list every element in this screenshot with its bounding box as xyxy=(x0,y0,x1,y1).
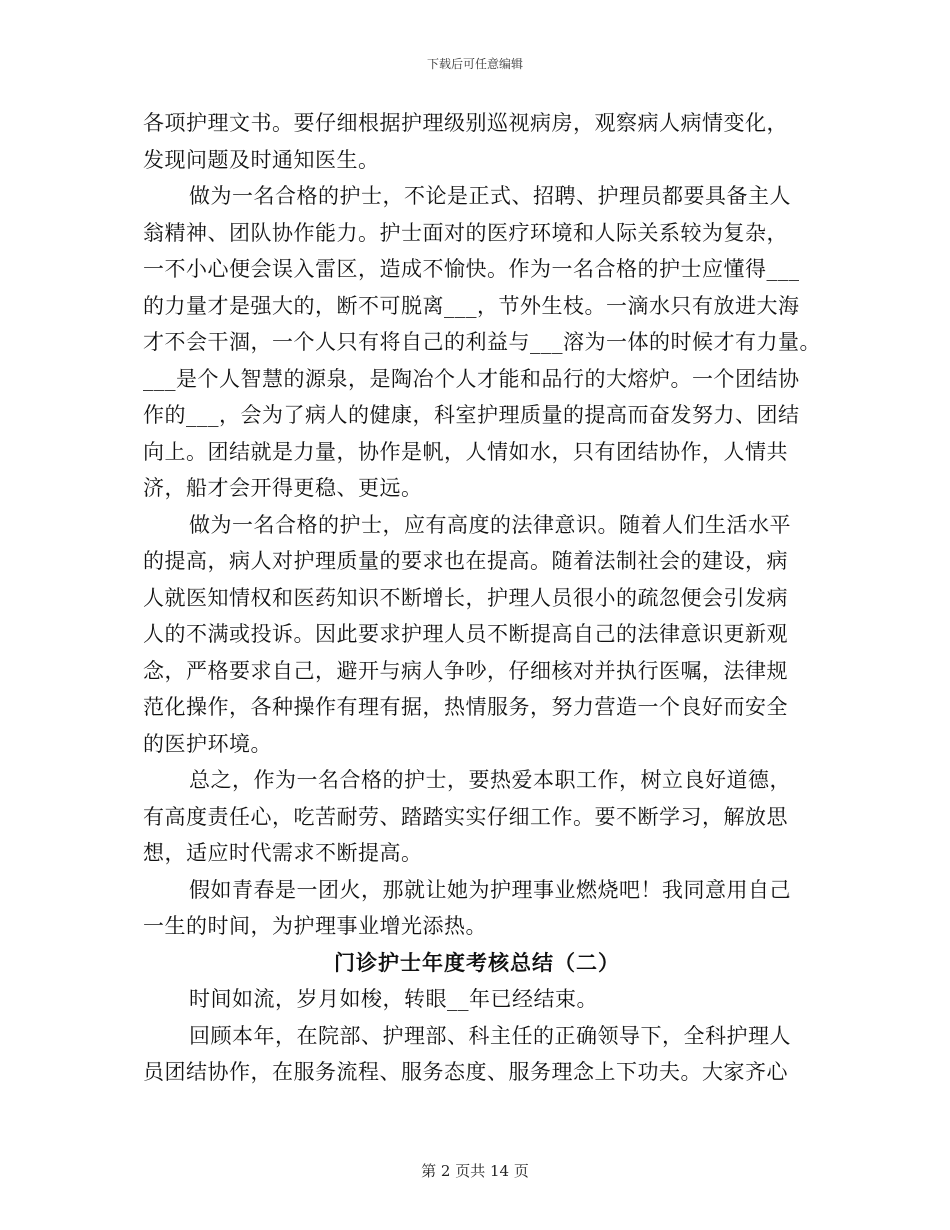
text-line: 做为一名合格的护士，不论是正式、招聘、护理员都要具备主人 xyxy=(189,184,791,208)
paragraph-block-1 xyxy=(143,105,821,945)
text-line: 人的不满或投诉。因此要求护理人员不断提高自己的法律意识更新观 xyxy=(143,622,788,646)
text-line: 人就医知情权和医药知识不断增长，护理人员很小的疏忽便会引发病 xyxy=(143,585,788,610)
paragraph-block-2 xyxy=(143,981,811,1091)
text-line: 有高度责任心，吃苦耐劳、踏踏实实仔细工作。要不断学习，解放思 xyxy=(143,804,788,829)
text-line: 向上。团结就是力量，协作是帆，人情如水，只有团结协作，人情共 xyxy=(143,439,788,464)
text-line: 假如青春是一团火，那就让她为护理事业燃烧吧！我同意用自己 xyxy=(189,877,791,902)
text-line: 作的___，会为了病人的健康，科室护理质量的提高而奋发努力、团结 xyxy=(143,403,800,427)
section-title: 门诊护士年度考核总结（二） xyxy=(334,950,620,975)
page-header: 下载后可任意编辑 xyxy=(426,57,523,71)
text-line: 的力量才是强大的，断不可脱离___，节外生枝。一滴水只有放进大海 xyxy=(143,293,800,318)
text-line: ___是个人智慧的源泉，是陶冶个人才能和品行的大熔炉。一个团结协 xyxy=(143,366,800,391)
text-line: 一生的时间，为护理事业增光添热。 xyxy=(143,914,487,938)
text-line: 各项护理文书。要仔细根据护理级别巡视病房，观察病人病情变化， xyxy=(143,111,788,135)
text-line: 时间如流，岁月如梭，转眼__年已经结束。 xyxy=(189,987,598,1011)
text-line: 的医护环境。 xyxy=(143,731,272,756)
text-line: 的提高，病人对护理质量的要求也在提高。随着法制社会的建设，病 xyxy=(143,549,788,573)
text-line: 回顾本年，在院部、护理部、科主任的正确领导下，全科护理人 xyxy=(189,1023,791,1048)
text-line: 济，船才会开得更稳、更远。 xyxy=(143,476,423,500)
page-footer: 第 2 页共 14 页 xyxy=(421,1162,529,1180)
text-line: 员团结协作，在服务流程、服务态度、服务理念上下功夫。大家齐心 xyxy=(143,1060,788,1084)
text-line: 范化操作，各种操作有理有据，热情服务，努力营造一个良好而安全 xyxy=(143,695,788,719)
text-line: 做为一名合格的护士，应有高度的法律意识。随着人们生活水平 xyxy=(189,512,791,537)
text-line: 翁精神、团队协作能力。护士面对的医疗环境和人际关系较为复杂， xyxy=(143,220,788,245)
text-line: 发现问题及时通知医生。 xyxy=(143,147,380,172)
text-line: 一不小心便会误入雷区，造成不愉快。作为一名合格的护士应懂得___ xyxy=(143,257,800,281)
text-line: 才不会干涸，一个人只有将自己的利益与___溶为一体的时候才有力量。 xyxy=(143,330,821,354)
text-line: 想，适应时代需求不断提高。 xyxy=(143,841,423,865)
document-body xyxy=(143,105,821,1091)
text-line: 总之，作为一名合格的护士，要热爱本职工作，树立良好道德， xyxy=(189,768,791,792)
text-line: 念，严格要求自己，避开与病人争吵，仔细核对并执行医嘱，法律规 xyxy=(143,658,788,683)
